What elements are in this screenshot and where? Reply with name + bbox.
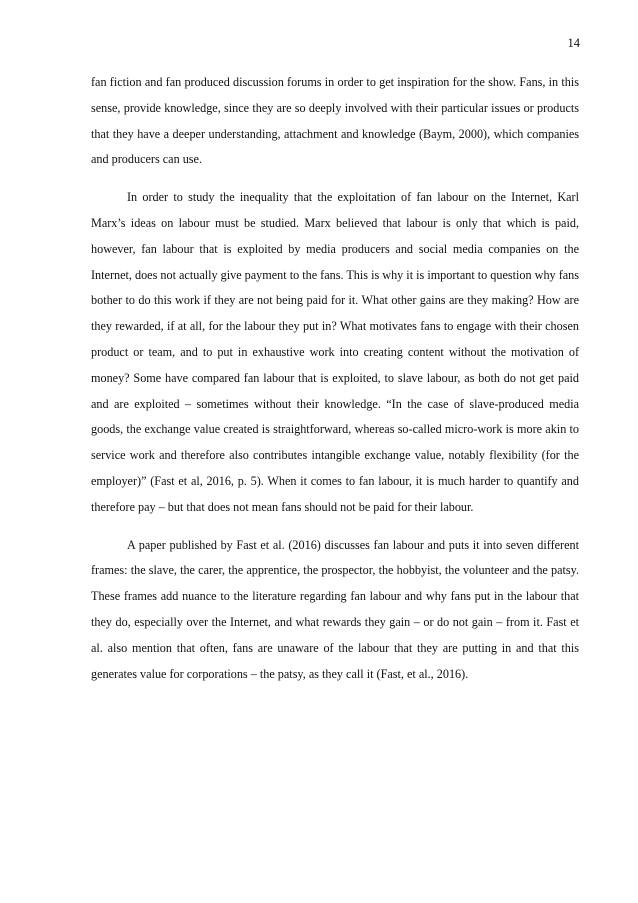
page-number: 14 — [567, 36, 580, 50]
paragraph-continuation: fan fiction and fan produced discussion forums in order to get inspiration for the show. Fans, in this sense, provide knowledge, since they are so deeply involved with their particular issues or products that they have a deeper understanding, attachment and knowledge (Baym, 2000), which companies and producers can use. — [91, 75, 579, 167]
body-text — [91, 70, 579, 699]
paragraph-marx-labour: In order to study the inequality that the exploitation of fan labour on the Internet, Karl Marx’s ideas on labour must be studied. Marx believed that labour is only that which is paid, however, fan labour that is exploited by media producers and social media companies on the Internet, does not actually give payment to the fans. This is why it is important to question why fans bother to do this work if they are not being paid for it. What other gains are they making? How are they rewarded, if at all, for the labour they put in? What motivates fans to engage with their chosen product or team, and to put in exhaustive work into creating content without the motivation of money? Some have compared fan labour that is exploited, to slave labour, as both do not get paid and are exploited – sometimes without their knowledge. “In the case of slave-produced media goods, the exchange value created is straightforward, whereas so-called micro-work is more akin to service work and therefore also contributes intangible exchange value, notably flexibility (for the employer)” (Fast et al, 2016, p. 5). When it comes to fan labour, it is much harder to quantify and therefore pay – but that does not mean fans should not be paid for their labour. — [91, 190, 579, 514]
paragraph-fast-frames: A paper published by Fast et al. (2016) discusses fan labour and puts it into seven different frames: the slave, the carer, the apprentice, the prospector, the hobbyist, the volunteer and the patsy. These frames add nuance to the literature regarding fan labour and why fans put in the labour that they do, especially over the Internet, and what rewards they gain – or do not gain – from it. Fast et al. also mention that often, fans are unaware of the labour that they are putting in and that this generates value for corporations – the patsy, as they call it (Fast, et al., 2016). — [91, 537, 579, 681]
